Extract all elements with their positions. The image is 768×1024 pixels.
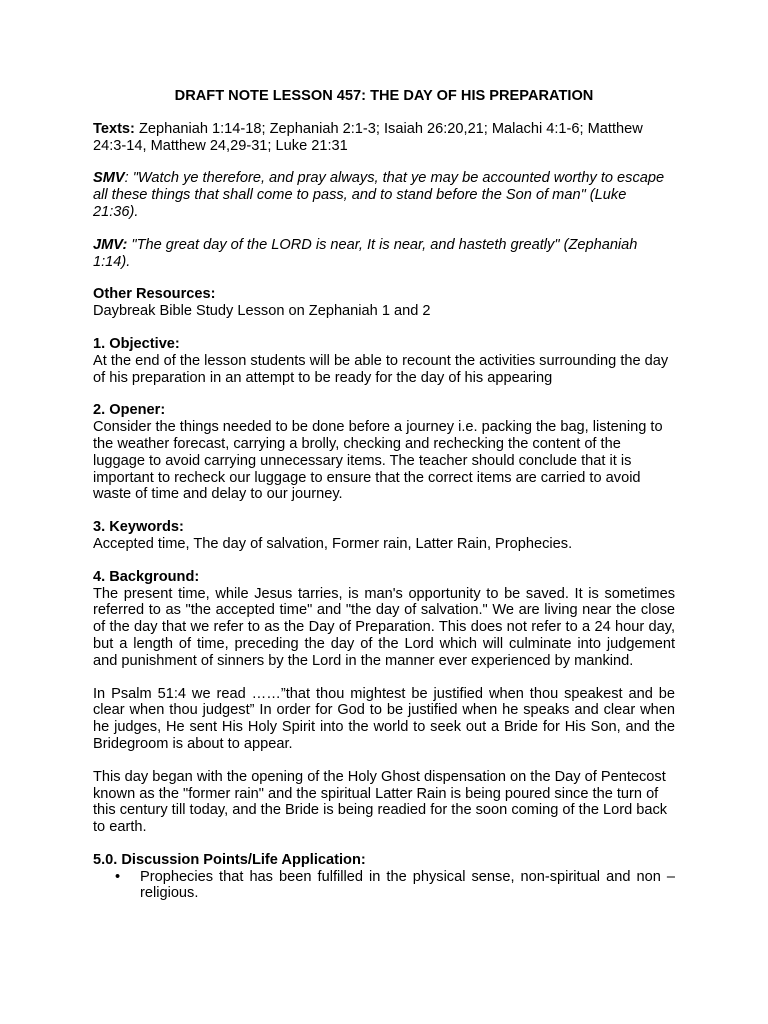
background-paragraph-2: In Psalm 51:4 we read ……”that thou mightest be justified when thou speakest and be clear when thou judgest” In order for God to be justified when he speaks and clear when he judges, He sent His Holy Spirit into the world to seek out a Bride for His Son, and the Bridegroom is about to appear. bbox=[93, 685, 675, 752]
keywords-body: Accepted time, The day of salvation, Former rain, Latter Rain, Prophecies. bbox=[93, 535, 573, 552]
other-resources-heading: Other Resources: bbox=[93, 286, 216, 303]
background-paragraph-1: The present time, while Jesus tarries, is man's opportunity to be saved. It is sometimes referred to as "the accepted time" and "the day of salvation." We are living near the close of the day that we refer to as the Day of Preparation. This does not refer to a 24 hour day, but a length of time, preceding the day of the Lord which will culminate into judgement and punishment of sinners by the Lord in the manner ever experienced by mankind. bbox=[93, 585, 675, 669]
background-paragraph-3: This day began with the opening of the Holy Ghost dispensation on the Day of Pentecost known as the "former rain" and the spiritual Latter Rain is being poured since the turn of this century till today, and the Bride is being readied for the soon coming of the Lord back to earth. bbox=[93, 768, 668, 836]
jmv-body: "The great day of the LORD is near, It is near, and hasteth greatly" (Zephaniah 1:14). bbox=[93, 236, 638, 270]
other-resources-section bbox=[93, 286, 675, 320]
discussion-section bbox=[93, 852, 675, 902]
background-heading: 4. Background: bbox=[93, 568, 200, 585]
discussion-heading: 5.0. Discussion Points/Life Application: bbox=[93, 851, 366, 868]
texts-section bbox=[93, 121, 675, 155]
objective-heading: 1. Objective: bbox=[93, 335, 180, 352]
keywords-heading: 3. Keywords: bbox=[93, 519, 184, 536]
jmv-label: JMV: bbox=[93, 236, 128, 253]
background-section bbox=[93, 569, 675, 670]
objective-section bbox=[93, 336, 675, 386]
list-item-text: Prophecies that has been fulfilled in the physical sense, non-spiritual and non – religious. bbox=[140, 868, 675, 902]
opener-section bbox=[93, 402, 675, 503]
smv-label: SMV bbox=[93, 170, 125, 187]
jmv-section bbox=[93, 237, 675, 271]
list-item bbox=[93, 869, 675, 903]
texts-label: Texts: bbox=[93, 120, 135, 137]
texts-body: Zephaniah 1:14-18; Zephaniah 2:1-3; Isaiah 26:20,21; Malachi 4:1-6; Matthew 24:3-14, Matthew 24,29-31; Luke 21:31 bbox=[93, 120, 643, 154]
smv-section bbox=[93, 170, 675, 220]
objective-body: At the end of the lesson students will be able to recount the activities surrounding the day of his preparation in an attempt to be ready for the day of his appearing bbox=[93, 352, 669, 386]
bullet-icon: • bbox=[115, 868, 121, 885]
discussion-list bbox=[93, 869, 675, 903]
smv-body: : "Watch ye therefore, and pray always, that ye may be accounted worthy to escape all these things that shall come to pass, and to stand before the Son of man" (Luke 21:36). bbox=[93, 170, 665, 220]
other-resources-body: Daybreak Bible Study Lesson on Zephaniah 1 and 2 bbox=[93, 303, 431, 320]
keywords-section bbox=[93, 519, 675, 553]
document-body bbox=[93, 88, 675, 902]
document-title: DRAFT NOTE LESSON 457: THE DAY OF HIS PREPARATION bbox=[174, 88, 594, 104]
opener-body: Consider the things needed to be done before a journey i.e. packing the bag, listening to the weather forecast, carrying a brolly, checking and rechecking the content of the luggage to avoid carrying unnecessary items. The teacher should conclude that it is important to recheck our luggage to ensure that the correct items are carried to avoid waste of time and delay to our journey. bbox=[93, 419, 663, 503]
opener-heading: 2. Opener: bbox=[93, 402, 166, 419]
